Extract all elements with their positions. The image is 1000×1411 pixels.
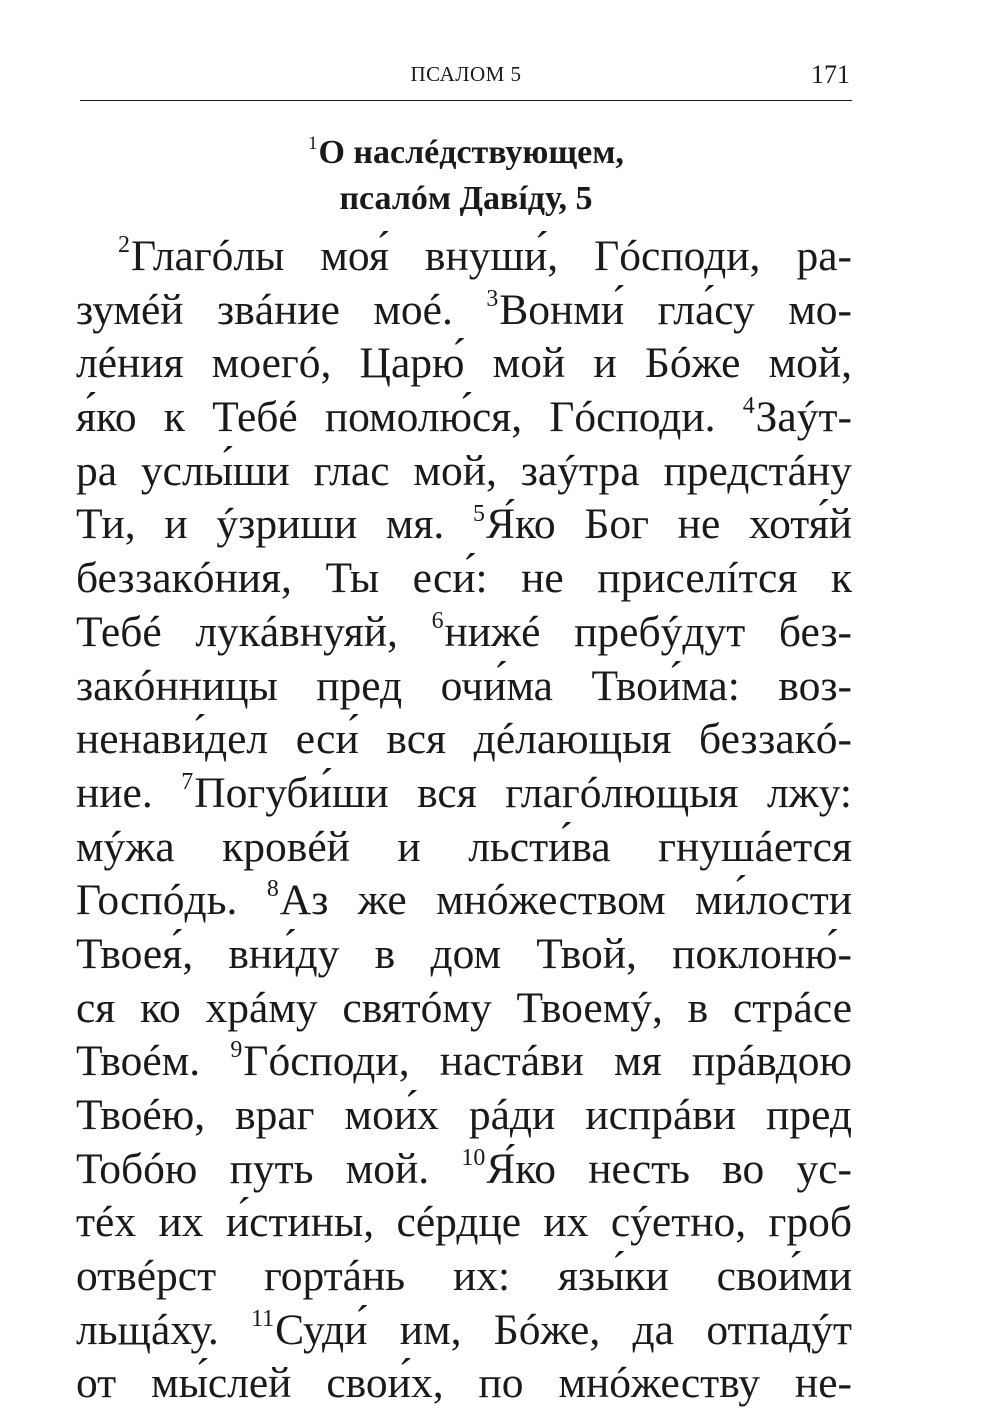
text-line [76,928,852,982]
verse-text: Тебé лукáвнуяй, [76,607,432,656]
verse-number: 2 [118,232,130,259]
verse-text: я́ко к Тебé помолю́ся, Гóсподи. [76,393,743,442]
verse-number: 8 [266,876,279,903]
text-line [76,713,852,767]
verse-text: зумéй звáние моé. [76,285,487,334]
verse-text: лéния моегó, Царю́ мой и Бóже мой, [76,339,852,388]
verse-number: 4 [742,393,755,420]
verse-text: тéх их и́стины, сéрдце их сýетно, гроб [76,1198,852,1247]
running-title: ПСАЛОМ 5 [410,62,522,86]
text-line [76,391,852,445]
verse-text: закóнницы пред очи́ма Твои́ма: воз- [76,661,852,710]
verse-text: Я́ко Бог не хотя́й [485,500,852,549]
text-line [76,498,852,552]
verse-text: Твоея́, вни́ду в дом Твой, поклоню́- [76,929,852,978]
verse-text: Суди́ им, Бóже, да отпадýт [275,1305,852,1354]
verse-number: 11 [251,1305,275,1332]
text-line [76,1143,852,1197]
text-line [76,821,852,875]
verse-number: 6 [431,607,444,634]
psalm-heading-line-1 [80,130,852,176]
text-line [76,1250,852,1304]
text-line [76,337,852,391]
verse-number: 7 [181,768,194,795]
verse-text: Твоéю, враг мои́х рáди испрáви пред [76,1091,852,1139]
verse-text: Вонми́ гла́су мо- [499,285,852,334]
text-line [76,660,852,714]
text-line [76,874,852,928]
psalm-body-text [76,230,852,1411]
text-line [76,1304,852,1358]
text-line [76,445,852,499]
verse-text: мýжа кровéй и льсти́ва гнушáется [76,822,852,871]
verse-text: ние. [76,768,182,817]
verse-text: беззакóния, Ты еси́: не приселíтся к [76,554,852,603]
psalm-heading-line-2: псалóм Давíду, 5 [339,180,593,217]
verse-text: Аз же мнóжеством ми́лости [279,876,852,925]
verse-text: Гóсподи, настáви мя прáвдою [243,1037,852,1086]
verse-text: нижé пребýдут без- [444,607,852,656]
text-line [76,1035,852,1089]
verse-number: 10 [461,1144,486,1171]
text-line [76,1089,852,1143]
verse-text: Твоéм. [76,1037,231,1086]
verse-text: ся ко хрáму святóму Твоемý, в стрáсе [76,983,852,1032]
verse-text: Ти, и ýзриши мя. [76,500,473,549]
verse-text: от мы́слей свои́х, по мнóжеству не- [76,1359,852,1408]
verse-text: отвéрст гортáнь их: язы́ки свои́ми [76,1252,852,1301]
running-head [80,58,852,98]
verse-text: Госпóдь. [76,876,267,925]
verse-number: 5 [473,500,485,527]
verse-number: 3 [486,285,499,312]
verse-text: Погуби́ши вся глагóлющыя лжу: [194,768,852,817]
text-line [76,552,852,606]
text-line [76,606,852,660]
verse-text: Заýт- [755,393,852,442]
verse-text: Я́ко несть во ус- [486,1144,852,1193]
verse-number: 9 [230,1037,243,1064]
psalm-heading [80,130,852,222]
text-line [76,982,852,1036]
text-line [76,284,852,338]
verse-text: льщáху. [76,1305,252,1354]
text-line [76,1196,852,1250]
page-number: 171 [811,60,850,89]
text-line [76,230,852,284]
verse-number: 1 [308,132,318,154]
verse-text: ненави́дел еси́ вся дéлающыя беззакó- [76,715,852,764]
verse-text: Глагóлы моя́ внуши́, Гóсподи, ра- [130,232,852,280]
verse-text: Тобóю путь мой. [76,1144,462,1193]
text-line [76,767,852,821]
heading-text: О наслéдствующем, [318,134,624,171]
header-rule [80,100,852,101]
verse-text: ра услы́ши глас мой, заýтра предстáну [76,446,852,495]
